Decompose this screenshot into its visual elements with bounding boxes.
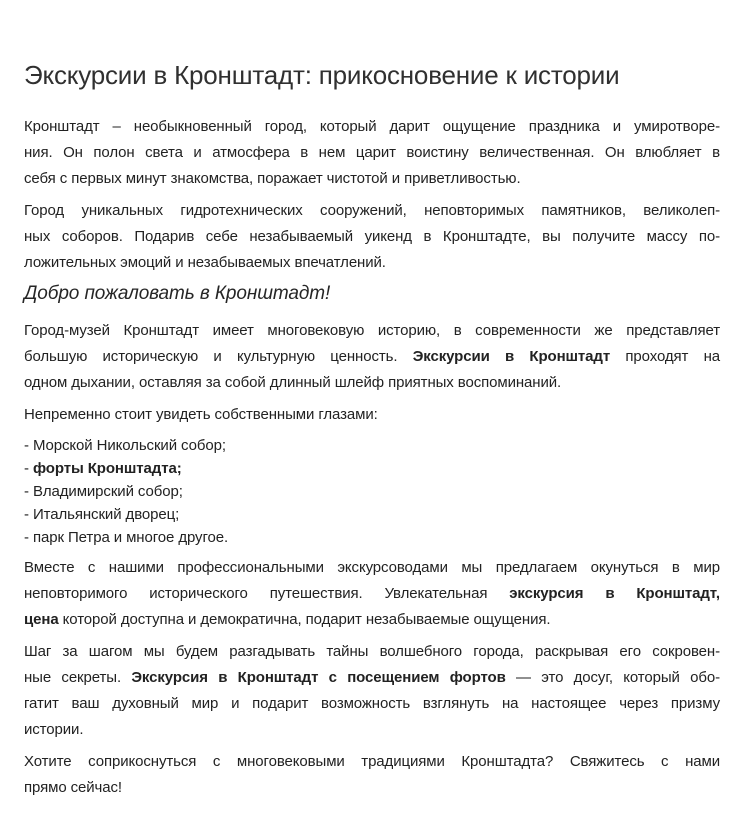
bold-text: форты Кронштадта;: [32, 460, 182, 477]
text-line: [24, 224, 720, 250]
text-run: Город уникальных гидротехнических сооружений, неповторимых памятников, великолеп-: [24, 202, 720, 219]
text-run: Город-музей Кронштадт имеет многовековую историю, в современности же представляет: [24, 322, 720, 339]
bold-text: цена: [24, 611, 59, 628]
text-line: [24, 639, 720, 665]
text-run: - парк Петра и многое другое.: [24, 529, 229, 546]
text-line: [24, 581, 720, 607]
bullet-list: [24, 434, 720, 549]
text-run: гатит ваш духовный мир и подарит возможность взглянуть на настоящее через призму: [24, 695, 720, 712]
bold-text: экскурсия в Кронштадт,: [509, 585, 720, 602]
paragraph: [24, 114, 720, 192]
text-run: ных соборов. Подарив себе незабываемый уикенд в Кронштадте, вы получите массу по-: [24, 228, 720, 245]
paragraph: [24, 402, 720, 428]
text-run: одном дыхании, оставляя за собой длинный шлейф приятных воспоминаний.: [24, 374, 562, 391]
text-run: ния. Он полон света и атмосфера в нем царит воистину величественная. Он влюбляет в: [24, 144, 720, 161]
bold-text: Экскурсия в Кронштадт с посещением фортов: [131, 669, 506, 686]
text-line: [24, 607, 720, 633]
paragraph: [24, 555, 720, 633]
text-run: неповторимого исторического путешествия. Увлекательная: [24, 585, 510, 602]
list-item: [24, 503, 720, 526]
list-item: [24, 526, 720, 549]
document-body: [24, 114, 720, 801]
text-run: Кронштадт – необыкновенный город, который дарит ощущение праздника и умиротворе-: [24, 118, 720, 135]
text-run: Шаг за шагом мы будем разгадывать тайны волшебного города, раскрывая его сокровен-: [24, 643, 720, 660]
text-line: [24, 749, 720, 775]
paragraph: [24, 198, 720, 276]
text-line: [24, 665, 720, 691]
text-line: [24, 114, 720, 140]
text-run: ложительных эмоций и незабываемых впечатлений.: [24, 254, 386, 271]
text-run: Хотите соприкоснуться с многовековыми традициями Кронштадта? Свяжитесь с нами: [24, 753, 720, 770]
text-line: [24, 166, 720, 192]
subheading: Добро пожаловать в Кронштадт!: [24, 283, 331, 304]
list-item: [24, 480, 720, 503]
text-line: [24, 198, 720, 224]
text-run: - Морской Никольский собор;: [24, 437, 226, 454]
text-run: ные секреты.: [24, 669, 132, 686]
text-run: проходят на: [610, 348, 721, 365]
paragraph: [24, 639, 720, 743]
paragraph: [24, 749, 720, 801]
list-item: [24, 457, 720, 480]
text-line: [24, 250, 720, 276]
text-run: себя с первых минут знакомства, поражает чистотой и приветливостью.: [24, 170, 521, 187]
bold-text: Экскурсии в Кронштадт: [412, 348, 611, 365]
text-run: -: [24, 460, 33, 477]
text-run: большую историческую и культурную ценность.: [24, 348, 413, 365]
text-line: [24, 318, 720, 344]
text-line: [24, 775, 720, 801]
text-run: Вместе с нашими профессиональными экскурсоводами мы предлагаем окунуться в мир: [24, 559, 720, 576]
page-title: Экскурсии в Кронштадт: прикосновение к истории: [24, 60, 620, 90]
text-line: [24, 140, 720, 166]
text-run: прямо сейчас!: [24, 779, 122, 796]
text-line: [24, 717, 720, 743]
text-line: [24, 691, 720, 717]
text-run: - Владимирский собор;: [24, 483, 183, 500]
text-line: [24, 555, 720, 581]
text-run: - Итальянский дворец;: [24, 506, 180, 523]
list-item: [24, 434, 720, 457]
paragraph: [24, 318, 720, 396]
text-line: [24, 402, 720, 428]
text-line: [24, 370, 720, 396]
text-run: Непременно стоит увидеть собственными глазами:: [24, 406, 378, 423]
text-run: которой доступна и демократична, подарит незабываемые ощущения.: [58, 611, 551, 628]
text-line: [24, 344, 720, 370]
text-run: истории.: [24, 721, 84, 738]
text-run: — это досуг, который обо-: [505, 669, 721, 686]
